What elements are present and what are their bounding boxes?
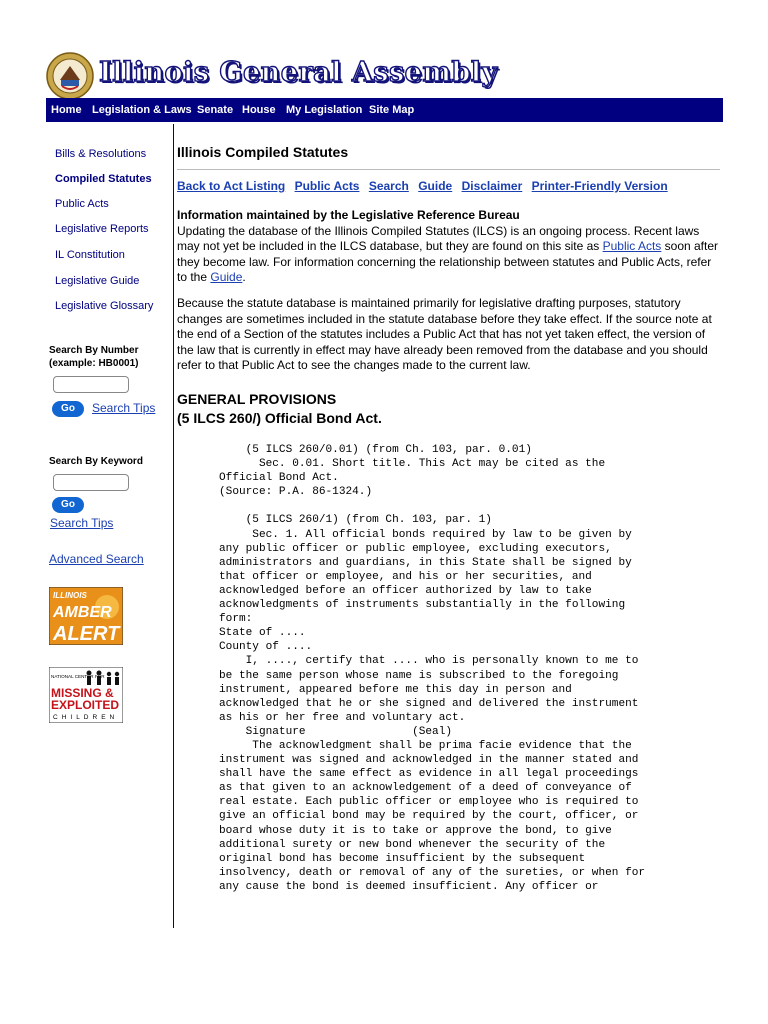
nav-senate[interactable]: Senate [197, 104, 234, 116]
site-header [46, 48, 726, 98]
site-title[interactable]: Illinois General Assembly [99, 57, 498, 88]
sidebar-item-compiled-statutes[interactable]: Compiled Statutes [55, 173, 152, 185]
missing-children-line4: CHILDREN [53, 714, 119, 721]
info-heading: Information maintained by the Legislative Reference Bureau [177, 208, 520, 222]
printer-friendly-link[interactable]: Printer-Friendly Version [531, 179, 668, 193]
amber-alert-line2: AMBER [53, 604, 112, 621]
search-link[interactable]: Search [368, 179, 409, 193]
info-guide-link[interactable]: Guide [210, 270, 243, 285]
page-title: Illinois Compiled Statutes [177, 144, 349, 160]
section-headings [177, 390, 382, 428]
info-paragraph-2: Because the statute database is maintained primarily for legislative drafting purposes, statutory changes are sometimes included in the statute database before they take effect. If the source note at the end of a Section of the statutes includes a Public Act that has not yet taken effect, the version of the law that is currently in effect may have already been removed from the database and you should refer to that Public Act to see the changes made to the current law. [177, 295, 712, 373]
top-navigation [46, 98, 723, 122]
act-heading: (5 ILCS 260/) Official Bond Act. [177, 410, 382, 426]
back-to-act-listing-link[interactable]: Back to Act Listing [177, 179, 286, 193]
nav-house[interactable]: House [242, 104, 276, 116]
amber-alert-icon[interactable] [49, 587, 123, 645]
info-public-acts-link[interactable]: Public Acts [602, 239, 662, 254]
search-number-label: Search By Number [49, 345, 139, 356]
search-keyword-label: Search By Keyword [49, 456, 143, 467]
public-acts-link[interactable]: Public Acts [294, 179, 360, 193]
sidebar-item-legislative-guide[interactable]: Legislative Guide [55, 275, 140, 287]
sidebar-item-public-acts[interactable]: Public Acts [55, 198, 109, 210]
missing-children-icon[interactable] [49, 667, 123, 723]
info-paragraph-1: Updating the database of the Illinois Compiled Statutes (ILCS) is an ongoing process. Recent laws may not yet be included in the ILCS database, but they are found on this site as Public Acts soon after they become law. For information concerning the relationship between statutes and Public Acts, refer to the Guide. [177, 223, 719, 285]
section-heading: GENERAL PROVISIONS [177, 391, 337, 407]
search-number-go-button[interactable]: Go [52, 401, 84, 417]
nav-home[interactable]: Home [51, 104, 82, 116]
search-tips-link-keyword[interactable]: Search Tips [50, 516, 114, 530]
sidebar-item-il-constitution[interactable]: IL Constitution [55, 249, 125, 261]
sidebar-item-legislative-glossary[interactable]: Legislative Glossary [55, 300, 154, 312]
amber-alert-line1: ILLINOIS [53, 591, 87, 600]
search-tips-link[interactable]: Search Tips [92, 401, 156, 415]
disclaimer-link[interactable]: Disclaimer [461, 179, 523, 193]
state-seal-icon [46, 52, 94, 100]
sidebar-divider [173, 124, 174, 928]
advanced-search-link[interactable]: Advanced Search [49, 552, 144, 566]
info-block [177, 208, 722, 384]
act-links-bar [177, 179, 674, 193]
search-number-example: (example: HB0001) [49, 358, 139, 369]
search-keyword-input[interactable] [53, 474, 129, 491]
missing-children-line1: NATIONAL CENTER FOR [51, 674, 105, 679]
missing-children-line2: MISSING & [51, 686, 114, 700]
nav-my-legislation[interactable]: My Legislation [286, 104, 363, 116]
missing-children-line3: EXPLOITED [51, 698, 120, 712]
statute-text: (5 ILCS 260/0.01) (from Ch. 103, par. 0.01) Sec. 0.01. Short title. This Act may be cited as the Official Bond Act. (Source: P.A. 86-1324.) (5 ILCS 260/1) (from Ch. 103, par. 1) Sec. 1. All official bonds required by law to be given by any public officer or public employee, excluding executors, administrators and guardians, in this State shall be signed by that officer or employee, and his or her securities, and acknowledged before an officer authorized by law to take acknowledgments of instruments substantially in the following form: State of .... County of .... I, ...., certify that .... who is personally known to me to be the same person whose name is subscribed to the foregoing instrument, appeared before me this day in person and acknowledged that he or she signed and delivered the instrument as his or her free and voluntary act. Signature (Seal) The acknowledgment shall be prima facie evidence that the instrument was signed and acknowledged in the manner stated and shall have the same effect as evidence in all legal proceedings as that given to an acknowledgement of a deed of conveyance of real estate. Each public officer or employee who is required to give an official bond may be required by the court, officer, or board whose duty it is to take or approve the bond, to give additional surety or new bond whenever the security of the original bond has become insufficient by the subsequent insolvency, death or removal of any of the sureties, or when for any cause the bond is deemed insufficient. Any officer or [219, 444, 646, 893]
sidebar-item-bills-resolutions[interactable]: Bills & Resolutions [55, 148, 147, 160]
title-rule [177, 169, 720, 170]
sidebar-item-legislative-reports[interactable]: Legislative Reports [55, 223, 149, 235]
nav-site-map[interactable]: Site Map [369, 104, 415, 116]
search-number-input[interactable] [53, 376, 129, 393]
search-keyword-go-button[interactable]: Go [52, 497, 84, 513]
guide-link[interactable]: Guide [418, 179, 453, 193]
nav-legislation-laws[interactable]: Legislation & Laws [92, 104, 192, 116]
amber-alert-line3: ALERT [53, 623, 120, 645]
